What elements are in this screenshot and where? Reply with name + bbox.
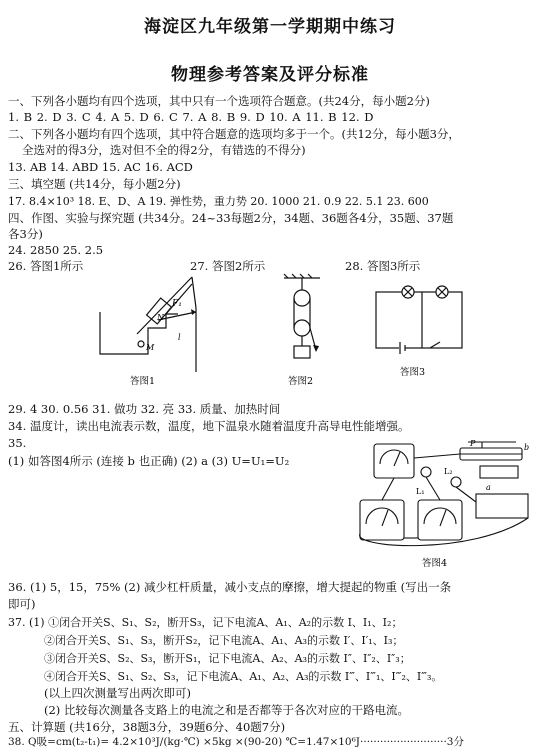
section-1-heading: 一、下列各小题均有四个选项，其中只有一个选项符合题意。(共24分，每小题2分) — [8, 94, 430, 108]
figure-4-apparatus-diagram — [352, 438, 536, 570]
figure-3-circuit-diagram — [370, 272, 470, 382]
fig1-label-l: l — [178, 333, 181, 342]
answer-37-step-4: ④闭合开关S、S₁、S₂、S₃，记下电流A、A₁、A₂、A₃的示数 I‴、I‴₁、I‴₂、I‴₃。 — [44, 670, 443, 683]
answer-28: 28. 答图3所示 — [345, 259, 421, 273]
section-2-heading: 二、下列各小题均有四个选项，其中符合题意的选项均多于一个。(共12分，每小题3分， — [8, 127, 460, 141]
figure-1-caption: 答图1 — [130, 376, 156, 387]
figure-3-caption: 答图3 — [400, 367, 426, 378]
answers-29-33: 29. 4 30. 0.56 31. 做功 32. 亮 33. 质量、加热时间 — [8, 402, 281, 416]
fig1-label-n: N — [157, 313, 164, 322]
section-2-heading-cont: 全选对的得3分，选对但不全的得2分，有错选的不得分) — [22, 143, 306, 157]
section-3-answers: 17. 8.4×10³ 18. E、D、A 19. 弹性势，重力势 20. 1000 21. 0.9 22. 5.1 23. 600 — [8, 195, 429, 208]
section-1-answers: 1. B 2. D 3. C 4. A 5. D 6. C 7. A 8. B 9. D 10. A 11. B 12. D — [8, 110, 374, 124]
answer-37-step-2: ②闭合开关S、S₁、S₃，断开S₂，记下电流A、A₁、A₃的示数 I′、I′₁、I₃； — [44, 634, 404, 647]
fig4-label-l2: L₂ — [444, 467, 453, 476]
fig1-label-m: M — [146, 343, 155, 352]
answer-27: 27. 答图2所示 — [190, 259, 266, 273]
section-4-heading-cont: 各3分) — [8, 227, 43, 241]
answer-36: 36. (1) 5，15，75% (2) 减少杠杆质量，减小支点的摩擦，增大提起的物重 (写出一条 — [8, 580, 452, 594]
answer-37-step-1: 37. (1) ①闭合开关S、S₁、S₂，断开S₃，记下电流A、A₁、A₂的示数 I、I₁、I₂； — [8, 616, 403, 629]
answer-37-note: (以上四次测量写出两次即可) — [44, 686, 191, 700]
figure-2-caption: 答图2 — [288, 376, 314, 387]
figure-2-pulley-diagram — [276, 272, 336, 390]
fig4-label-p: P — [470, 439, 476, 448]
answer-26: 26. 答图1所示 — [8, 259, 84, 273]
section-5-heading: 五、计算题 (共16分，38题3分，39题6分、40题7分) — [8, 720, 286, 734]
figure-4-caption: 答图4 — [422, 558, 448, 569]
answers-24-25: 24. 2850 25. 2.5 — [8, 243, 104, 257]
section-3-heading: 三、填空题 (共14分，每小题2分) — [8, 177, 181, 191]
answer-35-parts: (1) 如答图4所示 (连接 b 也正确) (2) a (3) U=U₁=U₂ — [8, 454, 290, 468]
answer-34: 34. 温度计，读出电流表示数，温度，地下温泉水随着温度升高导电性能增强。 — [8, 419, 410, 433]
section-2-answers: 13. AB 14. ABD 15. AC 16. ACD — [8, 160, 193, 174]
answer-38: 38. Q吸=cm(t₂-t₁)= 4.2×10³J/(kg·℃) ×5kg ×(90-20) ℃=1.47×10⁶J··························3分 — [8, 736, 464, 748]
answer-35-label: 35. — [8, 436, 27, 450]
fig1-label-f1: F₁ — [172, 299, 182, 309]
document-title: 海淀区九年级第一学期期中练习 — [144, 17, 396, 37]
document-subtitle: 物理参考答案及评分标准 — [171, 65, 369, 85]
fig4-label-l1: L₁ — [416, 487, 425, 496]
answer-37-step-3: ③闭合开关S、S₂、S₃，断开S₁，记下电流A、A₂、A₃的示数 I″、I″₂、I″₃； — [44, 652, 411, 665]
fig4-label-b: b — [524, 443, 530, 452]
figure-1-lever-diagram — [92, 272, 222, 390]
answer-37-part-2: (2) 比较每次测量各支路上的电流之和是否都等于各次对应的干路电流。 — [44, 703, 409, 717]
answer-36-cont: 即可) — [8, 597, 36, 611]
fig4-label-a: a — [486, 483, 491, 492]
section-4-heading: 四、作图、实验与探究题 (共34分。24~33每题2分，34题、36题各4分，35题、37题 — [8, 211, 454, 225]
